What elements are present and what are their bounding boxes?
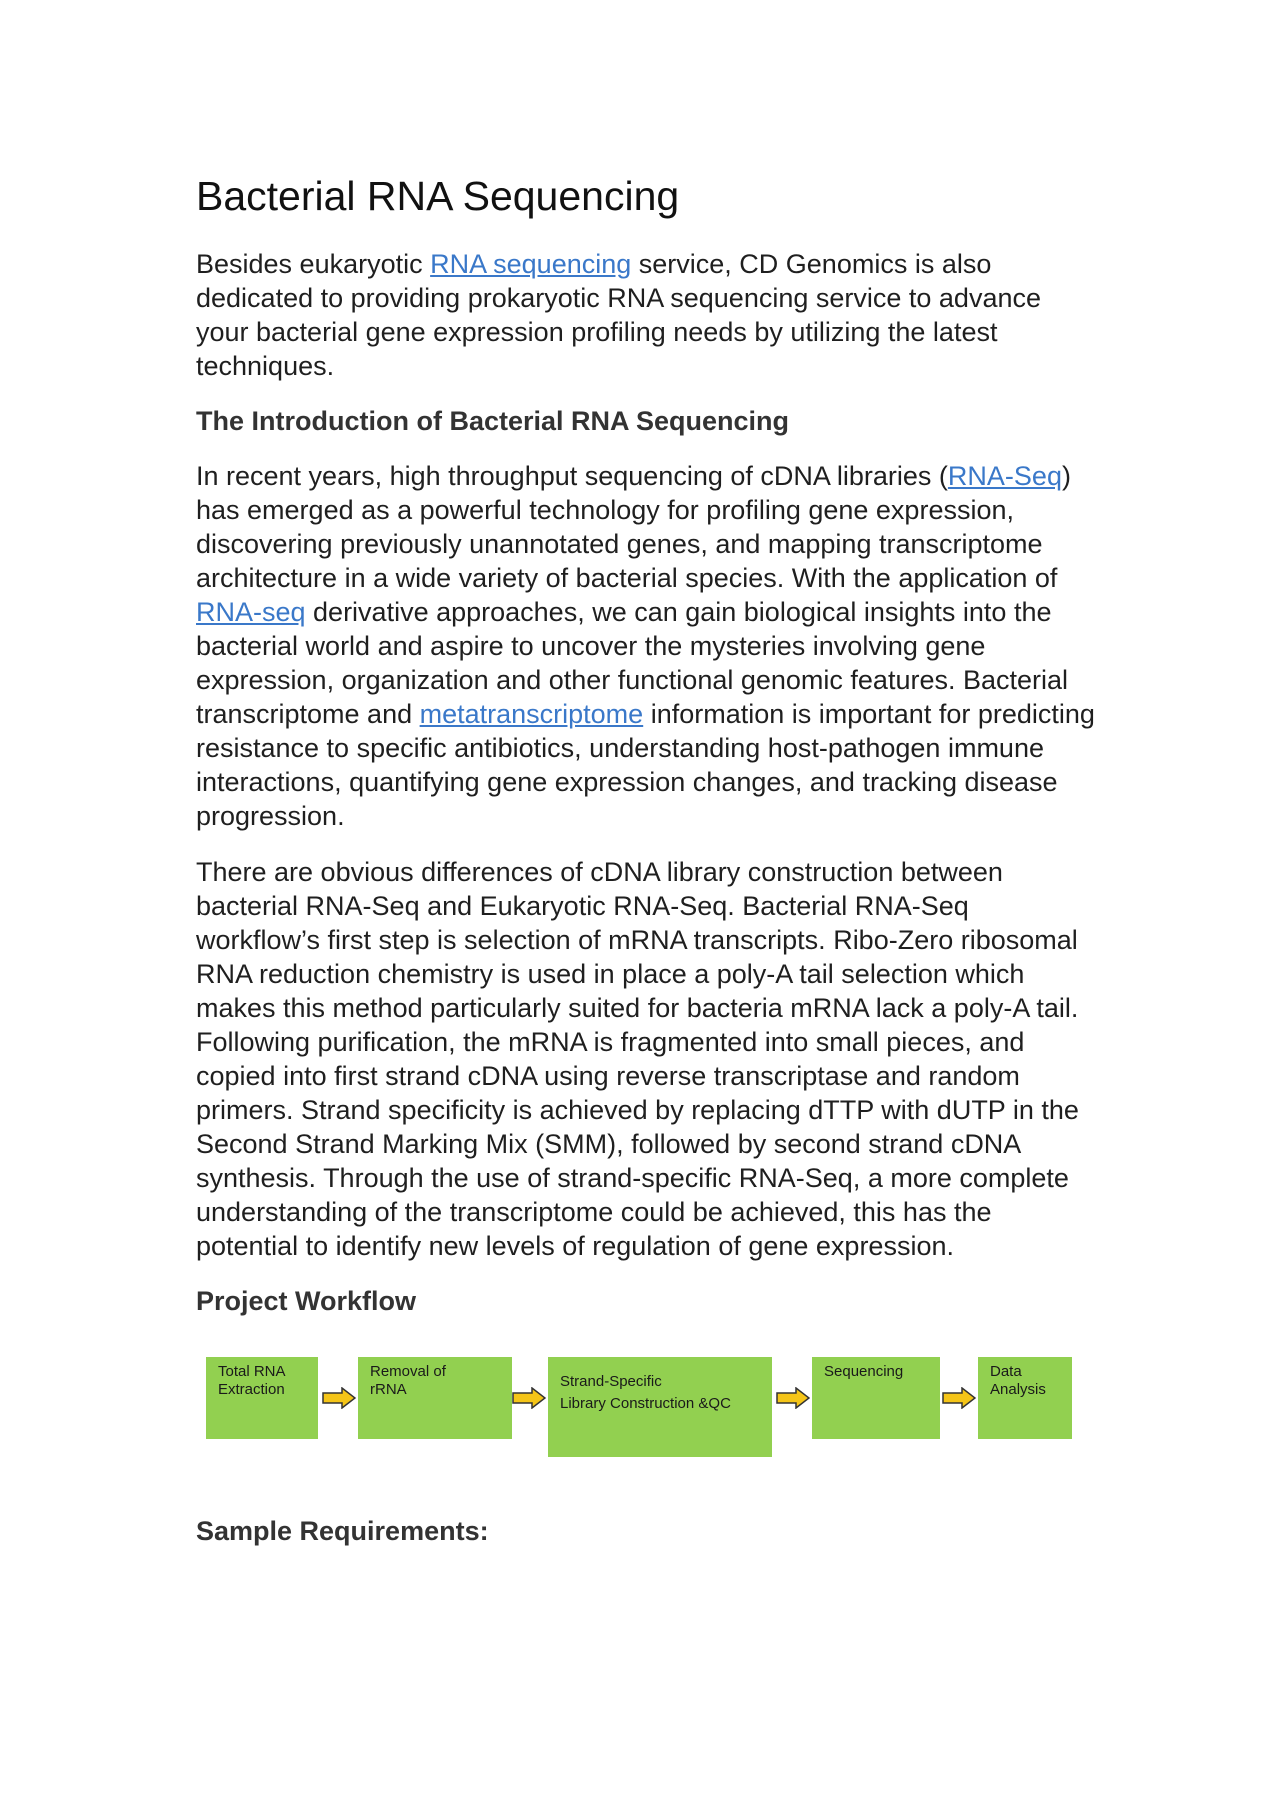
- page-title: Bacterial RNA Sequencing: [196, 173, 680, 219]
- section-heading-sample-requirements: Sample Requirements:: [196, 1515, 489, 1546]
- workflow-step-data-analysis: Data Analysis: [978, 1357, 1072, 1439]
- para-text: information is important for predicting resistance to specific antibiotics, understanding host-pathogen immune interactions, quantifying gene expression changes, and tracking disease progression.: [196, 698, 1095, 831]
- arrow-right-icon: [322, 1387, 356, 1409]
- workflow-step-sequencing: Sequencing: [812, 1357, 940, 1439]
- section-heading-introduction: The Introduction of Bacterial RNA Sequencing: [196, 406, 790, 437]
- intro-text-1: Besides eukaryotic: [196, 249, 431, 280]
- arrow-right-icon: [512, 1387, 546, 1409]
- project-workflow-diagram: [196, 1349, 1096, 1459]
- rna-seq-link[interactable]: RNA-Seq: [947, 460, 1062, 491]
- rna-sequencing-link[interactable]: RNA sequencing: [430, 249, 632, 280]
- para-text: derivative approaches, we can gain biological insights into the bacterial world and aspire to uncover the mysteries involving gene expression, organization and other functional genomic features. Bacterial transcriptome and: [196, 596, 1069, 729]
- rna-seq-derivative-link[interactable]: RNA-seq: [196, 596, 306, 627]
- section-heading-workflow: Project Workflow: [196, 1285, 417, 1316]
- intro-paragraph: [196, 247, 1096, 383]
- arrow-right-icon: [776, 1387, 810, 1409]
- workflow-step-strand-specific-library-construction: Strand-Specific Library Construction &QC: [548, 1357, 772, 1457]
- introduction-paragraph-1: [196, 459, 1096, 833]
- introduction-paragraph-2: There are obvious differences of cDNA library construction between bacterial RNA-Seq and Eukaryotic RNA-Seq. Bacterial RNA-Seq workflow’s first step is selection of mRNA transcripts. Ribo-Zero ribosomal RNA reduction chemistry is used in place a poly-A tail selection which makes this method particularly suited for bacteria mRNA lack a poly-A tail. Following purification, the mRNA is fragmented into small pieces, and copied into first strand cDNA using reverse transcriptase and random primers. Strand specificity is achieved by replacing dTTP with dUTP in the Second Strand Marking Mix (SMM), followed by second strand cDNA synthesis. Through the use of strand-specific RNA-Seq, a more complete understanding of the transcriptome could be achieved, this has the potential to identify new levels of regulation of gene expression.: [196, 856, 1079, 1261]
- intro-text-2: service, CD Genomics is also dedicated to providing prokaryotic RNA sequencing service to advance your bacterial gene expression profiling needs by utilizing the latest techniques.: [196, 249, 1041, 382]
- workflow-step-removal-of-rrna: Removal of rRNA: [358, 1357, 512, 1439]
- para-text: In recent years, high throughput sequencing of cDNA libraries (: [196, 460, 948, 491]
- document-page: [196, 172, 1096, 1568]
- metatranscriptome-link[interactable]: metatranscriptome: [419, 698, 644, 729]
- para-text: ) has emerged as a powerful technology for profiling gene expression, discovering previously unannotated genes, and mapping transcriptome architecture in a wide variety of bacterial species. With the application of: [196, 460, 1071, 593]
- workflow-step-total-rna-extraction: Total RNA Extraction: [206, 1357, 318, 1439]
- arrow-right-icon: [942, 1387, 976, 1409]
